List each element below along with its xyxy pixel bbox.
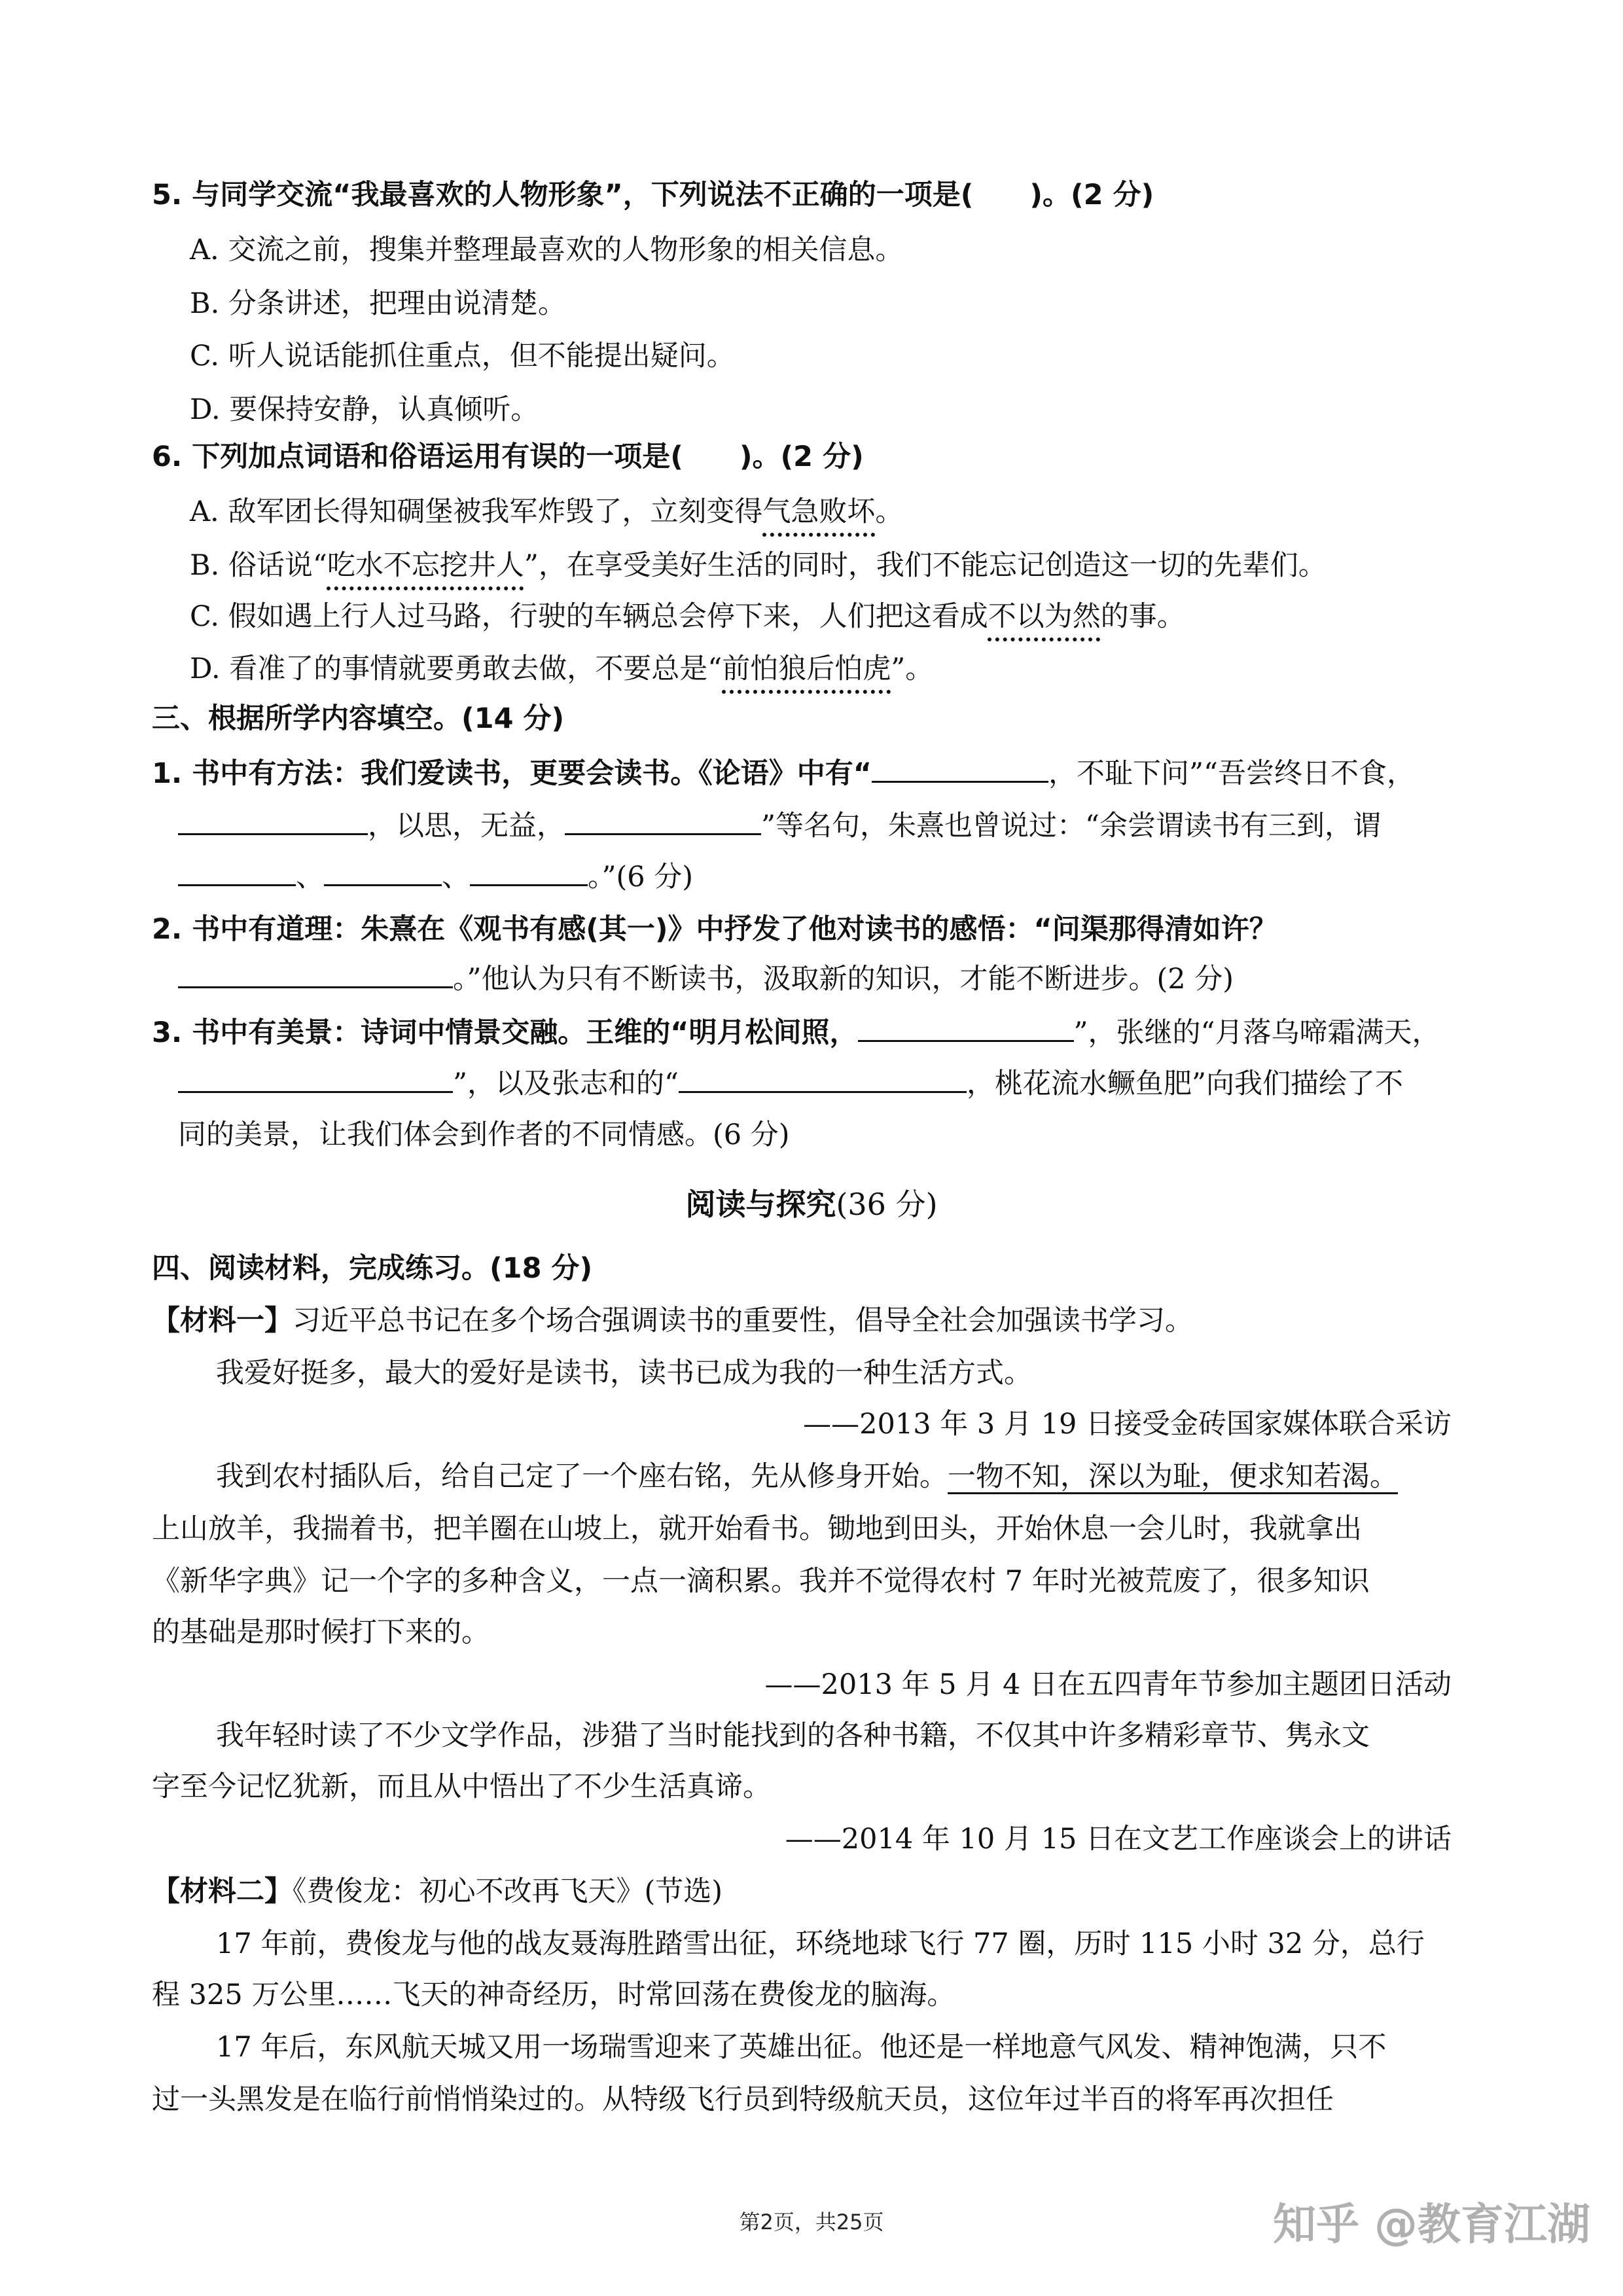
quote-1: 我爱好挺多，最大的爱好是读书，读书已成为我的一种生活方式。 [216,1357,1032,1390]
dotted-phrase: 气急败坏 [762,495,876,528]
reading-section-title: 阅读与探究(36 分) [685,1187,938,1222]
quote-2-line4: 的基础是那时候打下来的。 [152,1616,490,1649]
s3-q1-line1: 1. 书中有方法：我们爱读书，更要会读书。《论语》中有“ ，不耻下问”“吾尝终日不食， [152,754,1415,793]
q5-option-b: B. 分条讲述，把理由说清楚。 [190,287,566,320]
section4-heading: 四、阅读材料，完成练习。(18 分) [152,1252,593,1285]
answer-blank[interactable] [178,960,453,988]
q6-option-d: D. 看准了的事情就要勇敢去做，不要总是“前怕狼后怕虎”。 [190,653,934,685]
quote-2-line1: 我到农村插队后，给自己定了一个座右铭，先从修身开始。一物不知，深以为耻，便求知若渴。 [216,1460,1398,1493]
s3-q2-line2: 。”他认为只有不断读书，汲取新的知识，才能不断进步。(2 分) [178,960,1234,999]
s3-q3-line1: 3. 书中有美景：诗词中情景交融。王维的“明月松间照， ”，张继的“月落乌啼霜满天， [152,1013,1440,1052]
watermark: 知乎 @教育江湖 [1273,2199,1590,2250]
dotted-phrase: 吃水不忘挖井人 [327,549,524,582]
s3-q2-line1: 2. 书中有道理：朱熹在《观书有感(其一)》中抒发了他对读书的感悟：“问渠那得清如许？ [152,913,1277,946]
answer-blank[interactable] [324,858,442,886]
dotted-phrase: 前怕狼后怕虎 [722,653,891,685]
answer-blank[interactable] [178,807,368,835]
answer-blank[interactable] [858,1014,1074,1042]
answer-blank[interactable] [178,1065,453,1093]
answer-blank[interactable] [565,807,761,835]
dotted-phrase: 不以为然 [988,600,1101,633]
q6-stem: 6. 下列加点词语和俗语运用有误的一项是( )。(2 分) [152,440,864,473]
answer-blank[interactable] [178,858,296,886]
q5-option-d: D. 要保持安静，认真倾听。 [190,393,539,426]
q6-option-c: C. 假如遇上行人过马路，行驶的车辆总会停下来，人们把这看成不以为然的事。 [190,600,1185,633]
page-number: 第2页，共25页 [739,2210,884,2234]
answer-blank[interactable] [679,1065,967,1093]
quote-2-line2: 上山放羊，我揣着书，把羊圈在山坡上，就开始看书。锄地到田头，开始休息一会儿时，我就拿出 [152,1513,1362,1545]
q5-option-c: C. 听人说话能抓住重点，但不能提出疑问。 [190,340,735,372]
m2-para1-line1: 17 年前，费俊龙与他的战友聂海胜踏雪出征，环绕地球飞行 77 圈，历时 115 小时 32 分，总行 [216,1928,1425,1960]
quote-2-source: ——2013 年 5 月 4 日在五四青年节参加主题团日活动 [764,1668,1452,1701]
answer-blank[interactable] [872,755,1048,783]
material-2-title: 【材料二】《费俊龙：初心不改再飞天》(节选) [152,1875,723,1908]
q5-option-a: A. 交流之前，搜集并整理最喜欢的人物形象的相关信息。 [190,234,904,266]
quote-3-line1: 我年轻时读了不少文学作品，涉猎了当时能找到的各种书籍，不仅其中许多精彩章节、隽永文 [216,1719,1370,1752]
q6-option-b: B. 俗话说“吃水不忘挖井人”，在享受美好生活的同时，我们不能忘记创造这一切的先辈们。 [190,549,1327,582]
quote-1-source: ——2013 年 3 月 19 日接受金砖国家媒体联合采访 [803,1408,1452,1441]
m2-para2-line1: 17 年后，东风航天城又用一场瑞雪迎来了英雄出征。他还是一样地意气风发、精神饱满，只不 [216,2031,1387,2064]
s3-q3-line2: ”，以及张志和的“ ，桃花流水鳜鱼肥”向我们描绘了不 [178,1064,1403,1103]
section3-heading: 三、根据所学内容填空。(14 分) [152,702,565,735]
quote-3-line2: 字至今记忆犹新，而且从中悟出了不少生活真谛。 [152,1770,771,1803]
s3-q1-line2: ，以思，无益， ”等名句，朱熹也曾说过：“余尝谓读书有三到，谓 [178,806,1381,846]
s3-q3-line3: 同的美景，让我们体会到作者的不同情感。(6 分) [178,1119,790,1151]
material-1-intro: 【材料一】习近平总书记在多个场合强调读书的重要性，倡导全社会加强读书学习。 [152,1304,1193,1337]
s3-q1-line3: 、 、 。”(6 分) [178,857,693,897]
quote-3-source: ——2014 年 10 月 15 日在文艺工作座谈会上的讲话 [785,1823,1452,1856]
quote-2-line3: 《新华字典》记一个字的多种含义，一点一滴积累。我并不觉得农村 7 年时光被荒废了，很多知识 [152,1565,1370,1598]
q6-option-a: A. 敌军团长得知碉堡被我军炸毁了，立刻变得气急败坏。 [190,495,904,528]
underlined-sentence: 一物不知，深以为耻，便求知若渴。 [948,1460,1398,1493]
q5-stem: 5. 与同学交流“我最喜欢的人物形象”，下列说法不正确的一项是( )。(2 分) [152,179,1154,211]
m2-para2-line2: 过一头黑发是在临行前悄悄染过的。从特级飞行员到特级航天员，这位年过半百的将军再次担任 [152,2083,1334,2116]
m2-para1-line2: 程 325 万公里……飞天的神奇经历，时常回荡在费俊龙的脑海。 [152,1979,955,2011]
answer-blank[interactable] [470,858,588,886]
